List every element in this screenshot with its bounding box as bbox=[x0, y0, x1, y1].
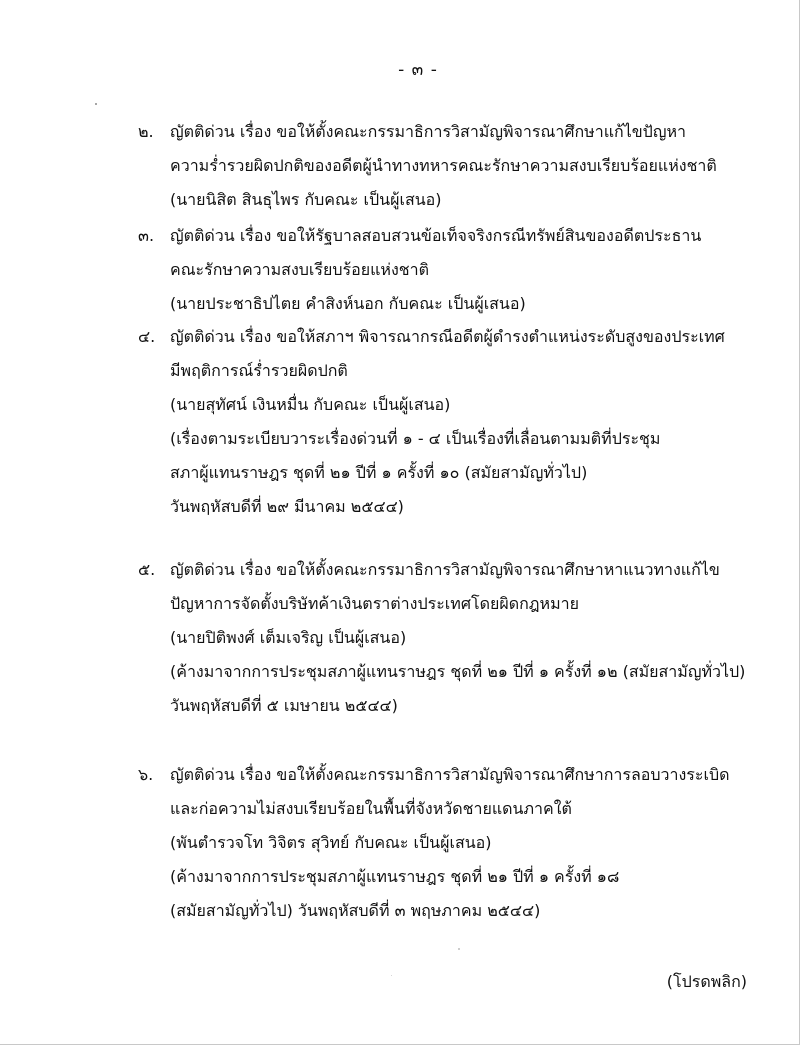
scan-speck bbox=[458, 948, 460, 950]
page-number: - ๓ - bbox=[398, 60, 438, 80]
item-line: ปัญหาการจัดตั้งบริษัทค้าเงินตราต่างประเทศโดยผิดกฎหมาย bbox=[170, 594, 579, 613]
item-body bbox=[170, 219, 770, 321]
item-line: วันพฤหัสบดีที่ ๒๙ มีนาคม ๒๕๔๔) bbox=[170, 497, 404, 516]
item-number: ๒. bbox=[138, 122, 154, 141]
item-line: (สมัยสามัญทั่วไป) วันพฤหัสบดีที่ ๓ พฤษภาคม ๒๕๔๔) bbox=[170, 901, 541, 920]
item-line: (นายปิติพงศ์ เต็มเจริญ เป็นผู้เสนอ) bbox=[170, 628, 407, 647]
item-body bbox=[170, 320, 770, 524]
item-line: (นายประชาธิปไตย คำสิงห์นอก กับคณะ เป็นผู้เสนอ) bbox=[170, 294, 526, 313]
item-line: (เรื่องตามระเบียบวาระเรื่องด่วนที่ ๑ - ๔ เป็นเรื่องที่เลื่อนตามมติที่ประชุม bbox=[170, 429, 661, 448]
item-line: ญัตติด่วน เรื่อง ขอให้ตั้งคณะกรรมาธิการวิสามัญพิจารณาศึกษาแก้ไขปัญหา bbox=[170, 122, 686, 141]
item-body bbox=[170, 758, 770, 928]
please-turn-over-note: (โปรดพลิก) bbox=[666, 972, 747, 991]
item-body bbox=[170, 115, 770, 217]
item-line: (นายสุทัศน์ เงินหมื่น กับคณะ เป็นผู้เสนอ) bbox=[170, 395, 451, 414]
item-line: สภาผู้แทนราษฎร ชุดที่ ๒๑ ปีที่ ๑ ครั้งที่ ๑๐ (สมัยสามัญทั่วไป) bbox=[170, 463, 588, 482]
item-line: ความร่ำรวยผิดปกติของอดีตผู้นำทางทหารคณะรักษาความสงบเรียบร้อยแห่งชาติ bbox=[170, 156, 717, 175]
item-number: ๕. bbox=[138, 560, 156, 579]
item-body bbox=[170, 553, 770, 723]
item-line: และก่อความไม่สงบเรียบร้อยในพื้นที่จังหวัดชายแดนภาคใต้ bbox=[170, 799, 572, 818]
item-line: ญัตติด่วน เรื่อง ขอให้ตั้งคณะกรรมาธิการวิสามัญพิจารณาศึกษาการลอบวางระเบิด bbox=[170, 765, 730, 784]
scan-speck bbox=[391, 975, 392, 976]
item-line: (ค้างมาจากการประชุมสภาผู้แทนราษฎร ชุดที่ ๒๑ ปีที่ ๑ ครั้งที่ ๑๒ (สมัยสามัญทั่วไป) bbox=[170, 662, 746, 681]
item-line: คณะรักษาความสงบเรียบร้อยแห่งชาติ bbox=[170, 260, 429, 279]
item-line: (พันตำรวจโท วิจิตร สุวิทย์ กับคณะ เป็นผู้เสนอ) bbox=[170, 833, 492, 852]
item-line: (นายนิสิต สินธุไพร กับคณะ เป็นผู้เสนอ) bbox=[170, 190, 442, 209]
item-line: มีพฤติการณ์ร่ำรวยผิดปกติ bbox=[170, 361, 348, 380]
item-line: ญัตติด่วน เรื่อง ขอให้รัฐบาลสอบสวนข้อเท็จจริงกรณีทรัพย์สินของอดีตประธาน bbox=[170, 226, 702, 245]
item-line: ญัตติด่วน เรื่อง ขอให้ตั้งคณะกรรมาธิการวิสามัญพิจารณาศึกษาหาแนวทางแก้ไข bbox=[170, 560, 720, 579]
item-line: ญัตติด่วน เรื่อง ขอให้สภาฯ พิจารณากรณีอดีตผู้ดำรงตำแหน่งระดับสูงของประเทศ bbox=[170, 327, 725, 346]
item-line: วันพฤหัสบดีที่ ๕ เมษายน ๒๕๔๔) bbox=[170, 696, 398, 715]
item-line: (ค้างมาจากการประชุมสภาผู้แทนราษฎร ชุดที่ ๒๑ ปีที่ ๑ ครั้งที่ ๑๘ bbox=[170, 867, 620, 886]
item-number: ๖. bbox=[138, 765, 154, 784]
item-number: ๓. bbox=[138, 226, 155, 245]
scan-speck bbox=[95, 103, 97, 105]
item-number: ๔. bbox=[138, 327, 156, 346]
